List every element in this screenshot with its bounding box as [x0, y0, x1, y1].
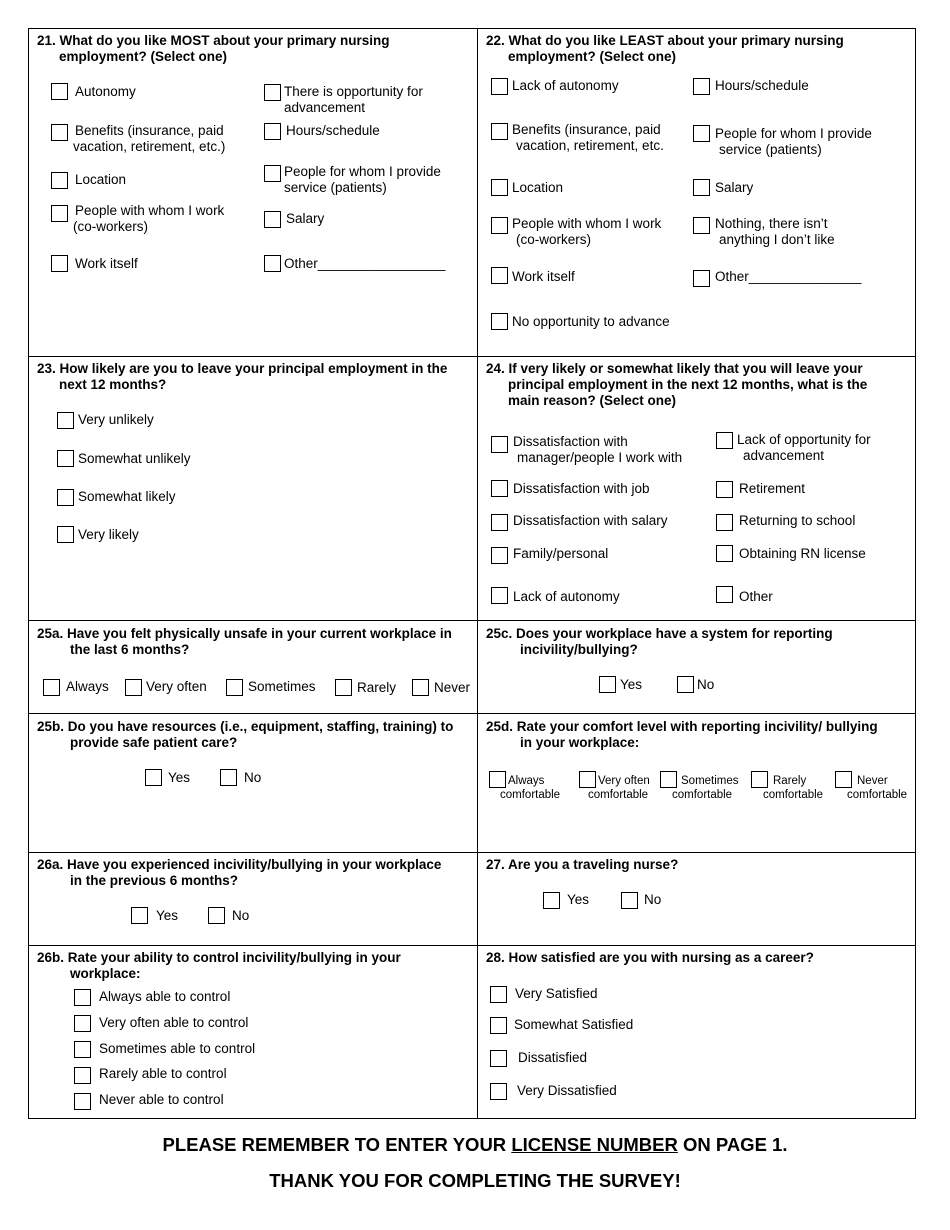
q25c-title-line1: 25c. Does your workplace have a system for reporting — [486, 626, 833, 641]
q24-checkbox-job[interactable] — [491, 480, 508, 497]
q26a-option-label: No — [232, 908, 250, 923]
q25a-checkbox-never[interactable] — [412, 679, 429, 696]
q25d-option-label: comfortable — [588, 789, 649, 801]
q25d-option-label: Very often — [598, 775, 650, 787]
q28-option-label: Somewhat Satisfied — [514, 1017, 634, 1032]
q21-option-label — [75, 203, 224, 235]
reminder-text: ON PAGE 1. — [677, 1134, 788, 1155]
q25c-checkbox-no[interactable] — [677, 676, 694, 693]
q22-checkbox-hours[interactable] — [693, 78, 710, 95]
q27-option-label: Yes — [567, 892, 590, 907]
q23-checkbox-somewhat-unlikely[interactable] — [57, 450, 74, 467]
q27-checkbox-no[interactable] — [621, 892, 638, 909]
q25b-checkbox-yes[interactable] — [145, 769, 162, 786]
q24-option-label: Retirement — [739, 481, 806, 496]
q22-title-line1: 22. What do you like LEAST about your primary nursing — [486, 33, 844, 48]
q25a-title-line1: 25a. Have you felt physically unsafe in your current workplace in — [37, 626, 452, 641]
q24-checkbox-family[interactable] — [491, 547, 508, 564]
q23-title — [37, 361, 447, 393]
q21-option-label: Other_________________ — [284, 256, 446, 271]
q24-option-line: manager/people I work with — [517, 450, 683, 465]
q25d-title-line1: 25d. Rate your comfort level with reporting incivility/ bullying — [486, 719, 878, 734]
q22-option-line: anything I don’t like — [719, 232, 835, 247]
q24-option-line: Dissatisfaction with — [513, 434, 628, 449]
q28-checkbox-somewhat-satisfied[interactable] — [490, 1017, 507, 1034]
q25a-option-label: Very often — [146, 679, 207, 694]
q25a-option-label: Rarely — [357, 680, 397, 695]
q22-checkbox-other[interactable] — [693, 270, 710, 287]
q22-checkbox-benefits[interactable] — [491, 123, 508, 140]
q26b-option-label: Never able to control — [99, 1092, 224, 1107]
q22-checkbox-coworkers[interactable] — [491, 217, 508, 234]
q24-option-label: Other — [739, 589, 773, 604]
thank-you-message: THANK YOU FOR COMPLETING THE SURVEY! — [269, 1170, 681, 1191]
q22-checkbox-lack-autonomy[interactable] — [491, 78, 508, 95]
q22-option-line: People with whom I work — [512, 216, 662, 231]
q25d-checkbox-sometimes[interactable] — [660, 771, 677, 788]
q21-title — [37, 33, 390, 65]
q24-checkbox-lack-advancement[interactable] — [716, 432, 733, 449]
q25b-checkbox-no[interactable] — [220, 769, 237, 786]
q21-option-line: (co-workers) — [73, 219, 149, 234]
q22-option-label — [715, 216, 835, 248]
q25a-checkbox-very-often[interactable] — [125, 679, 142, 696]
q26a-checkbox-no[interactable] — [208, 907, 225, 924]
q21-option-label — [284, 84, 423, 116]
q22-option-line: service (patients) — [719, 142, 822, 157]
q22-option-label: No opportunity to advance — [512, 314, 670, 329]
q25d-checkbox-rarely[interactable] — [751, 771, 768, 788]
q27-option-label: No — [644, 892, 662, 907]
q28-checkbox-dissatisfied[interactable] — [490, 1050, 507, 1067]
q25d-option-label: Never — [857, 775, 888, 787]
q24-option-label: Dissatisfaction with job — [513, 481, 650, 496]
q26b-title-line1: 26b. Rate your ability to control incivility/bullying in your — [37, 950, 401, 965]
q26b-option-label: Very often able to control — [99, 1015, 249, 1030]
q25a-title — [37, 626, 452, 658]
q21-option-label: Location — [75, 172, 127, 187]
q21-option-line: People for whom I provide — [284, 164, 441, 179]
q25d-option-label: Rarely — [773, 775, 807, 787]
q24-checkbox-other[interactable] — [716, 586, 733, 603]
row-divider — [28, 713, 916, 714]
q22-checkbox-nothing[interactable] — [693, 217, 710, 234]
q21-option-label: Work itself — [75, 256, 138, 271]
q28-title-line1: 28. How satisfied are you with nursing as a career? — [486, 950, 814, 965]
q22-checkbox-patients[interactable] — [693, 125, 710, 142]
q25c-option-label: No — [697, 677, 715, 692]
q24-checkbox-school[interactable] — [716, 514, 733, 531]
q23-checkbox-very-unlikely[interactable] — [57, 412, 74, 429]
q21-checkbox-patients[interactable] — [264, 165, 281, 182]
license-reminder — [0, 1134, 950, 1156]
q25d-checkbox-very-often[interactable] — [579, 771, 596, 788]
q24-option-label: Lack of autonomy — [513, 589, 620, 604]
q26b-checkbox-sometimes[interactable] — [74, 1041, 91, 1058]
q25b-title-line1: 25b. Do you have resources (i.e., equipment, staffing, training) to — [37, 719, 454, 734]
q22-option-label — [715, 126, 872, 158]
q23-title-line2: next 12 months? — [59, 377, 167, 392]
q23-option-label: Very unlikely — [78, 412, 154, 427]
q21-option-label: Autonomy — [75, 84, 136, 99]
q26b-checkbox-rarely[interactable] — [74, 1067, 91, 1084]
q21-title-line1: 21. What do you like MOST about your primary nursing — [37, 33, 390, 48]
q27-checkbox-yes[interactable] — [543, 892, 560, 909]
q22-option-label: Work itself — [512, 269, 575, 284]
q26b-option-label: Sometimes able to control — [99, 1041, 256, 1056]
q25c-option-label: Yes — [620, 677, 643, 692]
q24-title — [486, 361, 867, 409]
q25a-option-label: Sometimes — [248, 679, 316, 694]
q21-title-line2: employment? (Select one) — [59, 49, 228, 64]
q21-option-line: vacation, retirement, etc.) — [73, 139, 226, 154]
q24-option-label — [737, 432, 871, 464]
q23-title-line1: 23. How likely are you to leave your principal employment in the — [37, 361, 448, 376]
license-number-emphasis: LICENSE NUMBER — [511, 1134, 678, 1155]
q22-option-label: Other_______________ — [715, 269, 862, 284]
q25a-checkbox-rarely[interactable] — [335, 679, 352, 696]
q21-option-line: Benefits (insurance, paid — [75, 123, 224, 138]
q24-option-label: Returning to school — [739, 513, 856, 528]
q24-title-line3: main reason? (Select one) — [508, 393, 677, 408]
q22-option-label: Salary — [715, 180, 754, 195]
q22-option-label — [512, 122, 664, 154]
q28-title — [486, 950, 814, 966]
reminder-text: PLEASE REMEMBER TO ENTER YOUR — [162, 1134, 512, 1155]
q21-checkbox-work-itself[interactable] — [51, 255, 68, 272]
q25d-checkbox-always[interactable] — [489, 771, 506, 788]
q24-option-label: Dissatisfaction with salary — [513, 513, 668, 528]
q25c-checkbox-yes[interactable] — [599, 676, 616, 693]
q25d-option-label: Always — [508, 775, 545, 787]
q25b-title-line2: provide safe patient care? — [70, 735, 238, 750]
q27-title — [486, 857, 678, 873]
row-divider — [28, 852, 916, 853]
q24-option-line: Lack of opportunity for — [737, 432, 871, 447]
q21-checkbox-autonomy[interactable] — [51, 83, 68, 100]
q22-option-line: Nothing, there isn’t — [715, 216, 828, 231]
q25b-option-label: Yes — [168, 770, 191, 785]
q28-option-label: Very Satisfied — [515, 986, 598, 1001]
q21-option-line: People with whom I work — [75, 203, 225, 218]
q28-checkbox-very-dissatisfied[interactable] — [490, 1083, 507, 1100]
q22-checkbox-salary[interactable] — [693, 179, 710, 196]
q21-option-label — [284, 164, 441, 196]
q25a-option-label: Never — [434, 680, 471, 695]
q24-option-label: Family/personal — [513, 546, 609, 561]
q23-checkbox-somewhat-likely[interactable] — [57, 489, 74, 506]
q24-checkbox-lack-autonomy[interactable] — [491, 587, 508, 604]
q24-checkbox-retirement[interactable] — [716, 481, 733, 498]
q25b-title — [37, 719, 453, 751]
q24-title-line1: 24. If very likely or somewhat likely that you will leave your — [486, 361, 863, 376]
q25d-checkbox-never[interactable] — [835, 771, 852, 788]
q28-option-label: Very Dissatisfied — [517, 1083, 617, 1098]
q25d-option-label: comfortable — [500, 789, 561, 801]
q22-option-label — [512, 216, 661, 248]
q21-checkbox-benefits[interactable] — [51, 124, 68, 141]
q21-checkbox-location[interactable] — [51, 172, 68, 189]
q25d-option-label: comfortable — [672, 789, 733, 801]
q26b-checkbox-always[interactable] — [74, 989, 91, 1006]
q26b-option-label: Always able to control — [99, 989, 231, 1004]
q27-title-line1: 27. Are you a traveling nurse? — [486, 857, 679, 872]
q21-option-line: advancement — [284, 100, 366, 115]
q26a-title-line1: 26a. Have you experienced incivility/bullying in your workplace — [37, 857, 442, 872]
q23-option-label: Very likely — [78, 527, 139, 542]
q22-title — [486, 33, 844, 65]
q23-option-label: Somewhat likely — [78, 489, 176, 504]
q21-option-line: There is opportunity for — [284, 84, 423, 99]
q26b-option-label: Rarely able to control — [99, 1066, 227, 1081]
q22-checkbox-no-advance[interactable] — [491, 313, 508, 330]
q22-option-line: People for whom I provide — [715, 126, 872, 141]
q22-option-line: (co-workers) — [516, 232, 592, 247]
q23-checkbox-very-likely[interactable] — [57, 526, 74, 543]
q21-checkbox-coworkers[interactable] — [51, 205, 68, 222]
q21-checkbox-other[interactable] — [264, 255, 281, 272]
q26a-title — [37, 857, 441, 889]
q25a-checkbox-sometimes[interactable] — [226, 679, 243, 696]
q24-title-line2: principal employment in the next 12 months, what is the — [508, 377, 868, 392]
column-divider — [477, 28, 478, 1119]
q21-option-line: service (patients) — [284, 180, 387, 195]
q26a-checkbox-yes[interactable] — [131, 907, 148, 924]
q24-checkbox-manager[interactable] — [491, 436, 508, 453]
q25a-checkbox-always[interactable] — [43, 679, 60, 696]
q25d-title — [486, 719, 878, 751]
q26a-option-label: Yes — [156, 908, 179, 923]
q21-option-label — [75, 123, 225, 155]
q28-checkbox-very-satisfied[interactable] — [490, 986, 507, 1003]
q25d-option-label: comfortable — [763, 789, 824, 801]
row-divider — [28, 620, 916, 621]
q25a-option-label: Always — [66, 679, 109, 694]
q21-checkbox-advancement[interactable] — [264, 84, 281, 101]
q25c-title — [486, 626, 833, 658]
q21-option-label: Hours/schedule — [286, 123, 380, 138]
q25d-title-line2: in your workplace: — [520, 735, 640, 750]
q25c-title-line2: incivility/bullying? — [520, 642, 638, 657]
q22-option-label: Hours/schedule — [715, 78, 809, 93]
q22-option-line: Benefits (insurance, paid — [512, 122, 661, 137]
row-divider — [28, 356, 916, 357]
q26b-checkbox-very-often[interactable] — [74, 1015, 91, 1032]
q24-option-line: advancement — [743, 448, 825, 463]
q22-option-label: Location — [512, 180, 564, 195]
q28-option-label: Dissatisfied — [518, 1050, 588, 1065]
q26a-title-line2: in the previous 6 months? — [70, 873, 239, 888]
q25a-title-line2: the last 6 months? — [70, 642, 190, 657]
q25b-option-label: No — [244, 770, 262, 785]
q22-checkbox-work-itself[interactable] — [491, 267, 508, 284]
row-divider — [28, 945, 916, 946]
q22-option-label: Lack of autonomy — [512, 78, 619, 93]
q23-option-label: Somewhat unlikely — [78, 451, 191, 466]
q25d-option-label: Sometimes — [681, 775, 739, 787]
q24-option-label — [513, 434, 682, 466]
q21-checkbox-salary[interactable] — [264, 211, 281, 228]
q22-title-line2: employment? (Select one) — [508, 49, 677, 64]
q22-checkbox-location[interactable] — [491, 179, 508, 196]
q21-option-label: Salary — [286, 211, 325, 226]
q24-checkbox-salary[interactable] — [491, 514, 508, 531]
q21-checkbox-hours[interactable] — [264, 123, 281, 140]
q24-option-label: Obtaining RN license — [739, 546, 866, 561]
q25d-option-label: comfortable — [847, 789, 908, 801]
q24-checkbox-rn-license[interactable] — [716, 545, 733, 562]
q26b-title — [37, 950, 401, 982]
q26b-checkbox-never[interactable] — [74, 1093, 91, 1110]
q22-option-line: vacation, retirement, etc. — [516, 138, 664, 153]
q26b-title-line2: workplace: — [70, 966, 141, 981]
